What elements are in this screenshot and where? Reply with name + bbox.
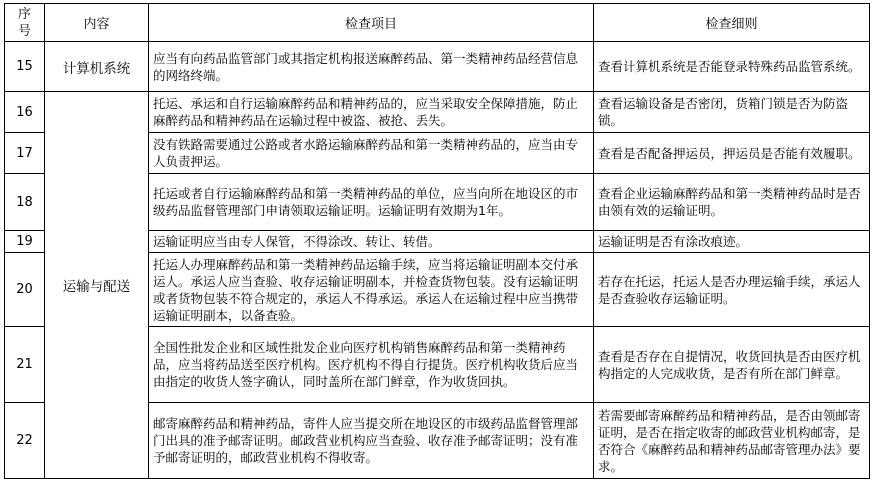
header-content: 内容 bbox=[45, 4, 149, 42]
row-number: 21 bbox=[5, 327, 45, 403]
header-seq-line-2: 号 bbox=[17, 23, 31, 39]
header-seq bbox=[5, 4, 45, 42]
category-transport: 运输与配送 bbox=[45, 92, 149, 479]
check-detail: 若存在托运，托运人是否办理运输手续，承运人是否查验收存运输证明。 bbox=[594, 253, 870, 327]
check-detail: 查看企业运输麻醉药品和第一类精神药品时是否由领有效的运输证明。 bbox=[594, 174, 870, 231]
header-seq-line-1: 序 bbox=[17, 6, 31, 22]
check-item: 托运人办理麻醉药品和第一类精神药品运输手续，应当将运输证明副本交付承运人。承运人应当查验、收存运输证明副本，并检查货物包装。没有运输证明或者货物包装不符合规定的，承运人不得承运。承运人在运输过程中应当携带运输证明副本，以备查验。 bbox=[149, 253, 594, 327]
row-number: 22 bbox=[5, 403, 45, 479]
check-detail: 查看是否配备押运员，押运员是否能有效履职。 bbox=[594, 133, 870, 174]
check-item: 没有铁路需要通过公路或者水路运输麻醉药品和第一类精神药品的，应当由专人负责押运。 bbox=[149, 133, 594, 174]
check-detail: 查看是否存在自提情况，收货回执是否由医疗机构指定的人完成收货，是否有所在部门鲜章。 bbox=[594, 327, 870, 403]
row-number: 17 bbox=[5, 133, 45, 174]
header-detail: 检查细则 bbox=[594, 4, 870, 42]
row-number: 16 bbox=[5, 92, 45, 133]
row-number: 18 bbox=[5, 174, 45, 231]
check-item: 托运、承运和自行运输麻醉药品和精神药品的，应当采取安全保障措施，防止麻醉药品和精神药品在运输过程中被盗、被抢、丢失。 bbox=[149, 92, 594, 133]
header-row bbox=[5, 4, 870, 42]
inspection-document bbox=[4, 3, 870, 479]
row-number: 20 bbox=[5, 253, 45, 327]
header-item: 检查项目 bbox=[149, 4, 594, 42]
check-item: 应当有向药品监管部门或其指定机构报送麻醉药品、第一类精神药品经营信息的网络终端。 bbox=[149, 42, 594, 92]
table-row bbox=[5, 92, 870, 133]
check-detail: 查看运输设备是否密闭，货箱门锁是否为防盗锁。 bbox=[594, 92, 870, 133]
check-detail: 查看计算机系统是否能登录特殊药品监管系统。 bbox=[594, 42, 870, 92]
check-item: 托运或者自行运输麻醉药品和第一类精神药品的单位，应当向所在地设区的市级药品监督管理部门申请领取运输证明。运输证明有效期为1年。 bbox=[149, 174, 594, 231]
category-computer: 计算机系统 bbox=[45, 42, 149, 92]
check-item: 全国性批发企业和区域性批发企业向医疗机构销售麻醉药品和第一类精神药品，应当将药品送至医疗机构。医疗机构不得自行提货。医疗机构收货后应当由指定的收货人签字确认，同时盖所在部门鲜章，作为收货回执。 bbox=[149, 327, 594, 403]
row-number: 19 bbox=[5, 231, 45, 253]
check-item: 运输证明应当由专人保管，不得涂改、转让、转借。 bbox=[149, 231, 594, 253]
check-item: 邮寄麻醉药品和精神药品，寄件人应当提交所在地设区的市级药品监督管理部门出具的准予邮寄证明。邮政营业机构应当查验、收存准予邮寄证明；没有准予邮寄证明的，邮政营业机构不得收寄。 bbox=[149, 403, 594, 479]
check-detail: 运输证明是否有涂改痕迹。 bbox=[594, 231, 870, 253]
table-row bbox=[5, 42, 870, 92]
row-number: 15 bbox=[5, 42, 45, 92]
check-detail: 若需要邮寄麻醉药品和精神药品，是否由领邮寄证明，是否在指定收寄的邮政营业机构邮寄，是否符合《麻醉药品和精神药品邮寄管理办法》要求。 bbox=[594, 403, 870, 479]
inspection-table bbox=[4, 3, 870, 479]
